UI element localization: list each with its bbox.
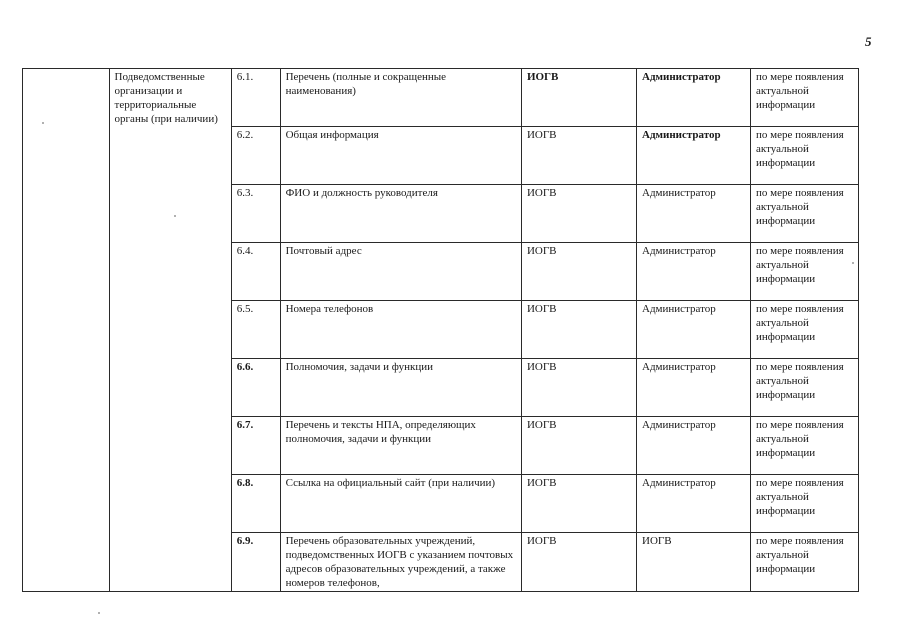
item-responsible: Администратор (637, 475, 751, 533)
item-org: ИОГВ (521, 417, 636, 475)
table-body (23, 69, 859, 592)
table-row (23, 69, 859, 127)
item-name (280, 533, 521, 592)
item-org: ИОГВ (521, 475, 636, 533)
item-period: по мере появления актуальной информации (751, 359, 859, 417)
item-number: 6.5. (231, 301, 280, 359)
item-org: ИОГВ (521, 185, 636, 243)
item-responsible: Администратор (637, 301, 751, 359)
item-name: Перечень и тексты НПА, определяющих полномочия, задачи и функции (280, 417, 521, 475)
scan-speck (98, 612, 100, 614)
item-period: по мере появления актуальной информации (751, 243, 859, 301)
item-org: ИОГВ (521, 243, 636, 301)
item-org: ИОГВ (521, 359, 636, 417)
item-responsible: Администратор (637, 185, 751, 243)
item-org: ИОГВ (521, 301, 636, 359)
item-number: 6.6. (231, 359, 280, 417)
item-name: Почтовый адрес (280, 243, 521, 301)
item-name: Номера телефонов (280, 301, 521, 359)
item-number: 6.4. (231, 243, 280, 301)
item-number: 6.2. (231, 127, 280, 185)
item-number: 6.3. (231, 185, 280, 243)
scan-speck (852, 262, 854, 264)
item-name: ФИО и должность руководителя (280, 185, 521, 243)
item-name: Перечень (полные и сокращенные наименования) (280, 69, 521, 127)
item-org: ИОГВ (521, 127, 636, 185)
item-period: по мере появления актуальной информации (751, 69, 859, 127)
item-period: по мере появления актуальной информации (751, 417, 859, 475)
item-responsible: Администратор (637, 417, 751, 475)
document-table (22, 68, 859, 592)
page-number: 5 (865, 34, 872, 49)
group-label-cell (109, 69, 231, 592)
item-org: ИОГВ (521, 69, 636, 127)
item-name: Полномочия, задачи и функции (280, 359, 521, 417)
scan-speck (174, 215, 176, 217)
scan-speck (42, 122, 44, 124)
item-period: по мере появления актуальной информации (751, 301, 859, 359)
item-period: по мере появления актуальной информации (751, 475, 859, 533)
item-number: 6.1. (231, 69, 280, 127)
item-period: по мере появления актуальной информации (751, 533, 859, 592)
group-label: Подведомственные организации и территориальные органы (при наличии) (114, 71, 218, 125)
item-responsible: Администратор (637, 69, 751, 127)
item-number: 6.7. (231, 417, 280, 475)
item-name: Общая информация (280, 127, 521, 185)
item-responsible: Администратор (637, 243, 751, 301)
item-responsible: Администратор (637, 127, 751, 185)
blank-section-cell (23, 69, 110, 592)
item-number: 6.8. (231, 475, 280, 533)
item-period: по мере появления актуальной информации (751, 185, 859, 243)
item-responsible: ИОГВ (637, 533, 751, 592)
item-number: 6.9. (231, 533, 280, 592)
item-name: Ссылка на официальный сайт (при наличии) (280, 475, 521, 533)
item-responsible: Администратор (637, 359, 751, 417)
item-name-text: Перечень образовательных учреждений, подведомственных ИОГВ с указанием почтовых адресов образовательных учреждений, а также номеров телефонов, (285, 535, 514, 589)
item-org: ИОГВ (521, 533, 636, 592)
item-period: по мере появления актуальной информации (751, 127, 859, 185)
